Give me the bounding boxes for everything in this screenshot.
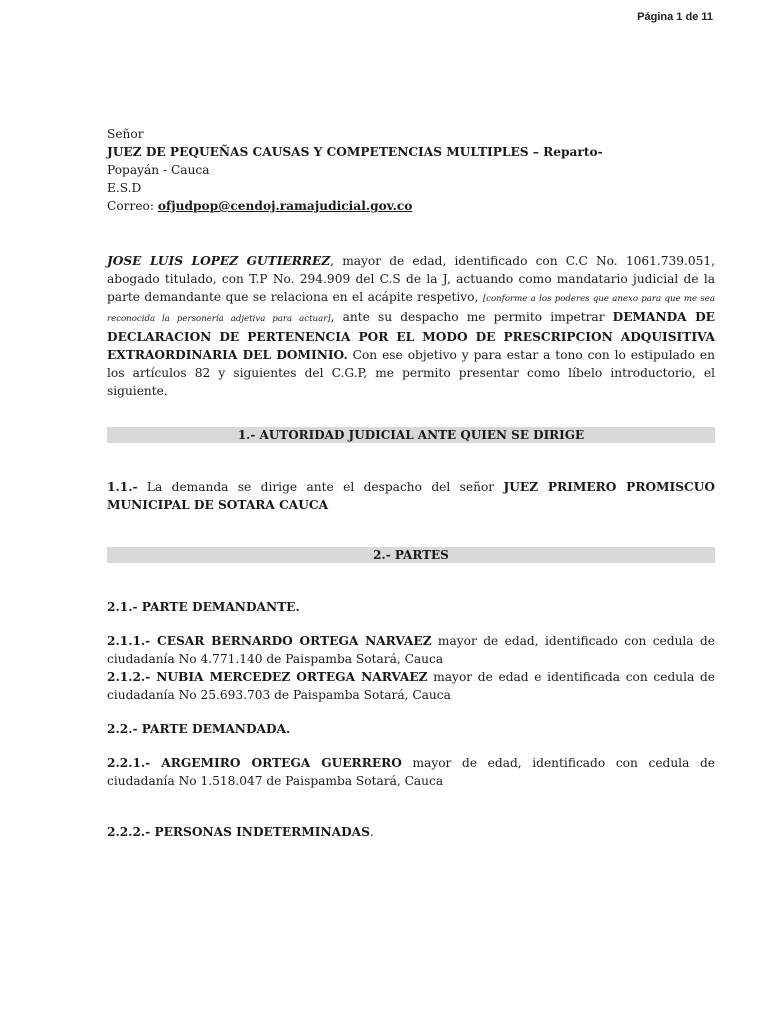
address-block	[107, 125, 715, 215]
intro-text-1: , mayor de edad, identificado con C.C No. 1061.739.051, abogado titulado, con T.P No. 294.909 del C.S de la J, actuando como mandatario judicial de la parte demandante que se relaciona en el acápite respetivo,	[107, 254, 715, 304]
intro-italic-note: [conforme a los poderes que anexo para que me sea reconocida la personería adjetiva para actuar]	[107, 294, 715, 324]
addressee-esd: E.S.D	[107, 181, 142, 195]
intro-text-2: , ante su despacho me permito impetrar	[330, 310, 613, 324]
email-link[interactable]: ofjudpop@cendoj.ramajudicial.gov.co	[157, 199, 413, 213]
plaintiff-1	[107, 632, 715, 668]
section-1-header: 1.- AUTORIDAD JUDICIAL ANTE QUIEN SE DIRIGE	[107, 427, 715, 443]
defendant-2-name: 2.2.2.- PERSONAS INDETERMINADAS	[107, 825, 370, 839]
intro-text-3: Con ese objetivo y para estar a tono con lo estipulado en los artículos 82 y siguientes del C.G.P, me permito presentar como líbelo introductorio, el siguiente.	[107, 348, 715, 398]
section-2-header: 2.- PARTES	[107, 547, 715, 563]
addressee-judge: JUEZ DE PEQUEÑAS CAUSAS Y COMPETENCIAS MULTIPLES – Reparto-	[107, 145, 603, 159]
intro-paragraph	[107, 252, 715, 400]
defendant-2	[107, 823, 715, 841]
plaintiff-2	[107, 668, 715, 704]
plaintiff-2-text: mayor de edad e identificada con cedula de ciudadanía No 25.693.703 de Paispamba Sotará, Cauca	[107, 670, 715, 702]
section-1-paragraph	[107, 478, 715, 514]
plaintiff-1-text: mayor de edad, identificado con cedula de ciudadanía No 4.771.140 de Paispamba Sotará, Cauca	[107, 634, 715, 666]
plaintiff-2-name: 2.1.2.- NUBIA MERCEDEZ ORTEGA NARVAEZ	[107, 670, 428, 684]
addressee-city: Popayán - Cauca	[107, 163, 210, 177]
defendant-1	[107, 754, 715, 790]
attorney-name: JOSE LUIS LOPEZ GUTIERREZ	[107, 254, 331, 268]
page-number: Página 1 de 11	[637, 11, 713, 23]
section-1-1-text: La demanda se dirige ante el despacho del señor	[137, 480, 504, 494]
demand-title: DEMANDA DE DECLARACION DE PERTENENCIA POR EL MODO DE PRESCRIPCION ADQUISITIVA EXTRAORDINARIA DEL DOMINIO.	[107, 310, 715, 362]
section-1-1-number: 1.1.-	[107, 480, 138, 494]
plaintiff-title: 2.1.- PARTE DEMANDANTE.	[107, 600, 300, 614]
defendant-1-text: mayor de edad, identificado con cedula de ciudadanía No 1.518.047 de Paispamba Sotará, Cauca	[107, 756, 715, 788]
email-line	[107, 197, 715, 215]
plaintiff-1-name: 2.1.1.- CESAR BERNARDO ORTEGA NARVAEZ	[107, 634, 432, 648]
document-body	[107, 125, 715, 841]
defendant-title: 2.2.- PARTE DEMANDADA.	[107, 722, 291, 736]
salutation: Señor	[107, 127, 144, 141]
defendant-1-name: 2.2.1.- ARGEMIRO ORTEGA GUERRERO	[107, 756, 402, 770]
section-1-1-judge: JUEZ PRIMERO PROMISCUO MUNICIPAL DE SOTARA CAUCA	[107, 480, 715, 512]
email-label: Correo:	[107, 199, 154, 213]
defendant-2-tail: .	[369, 825, 374, 839]
